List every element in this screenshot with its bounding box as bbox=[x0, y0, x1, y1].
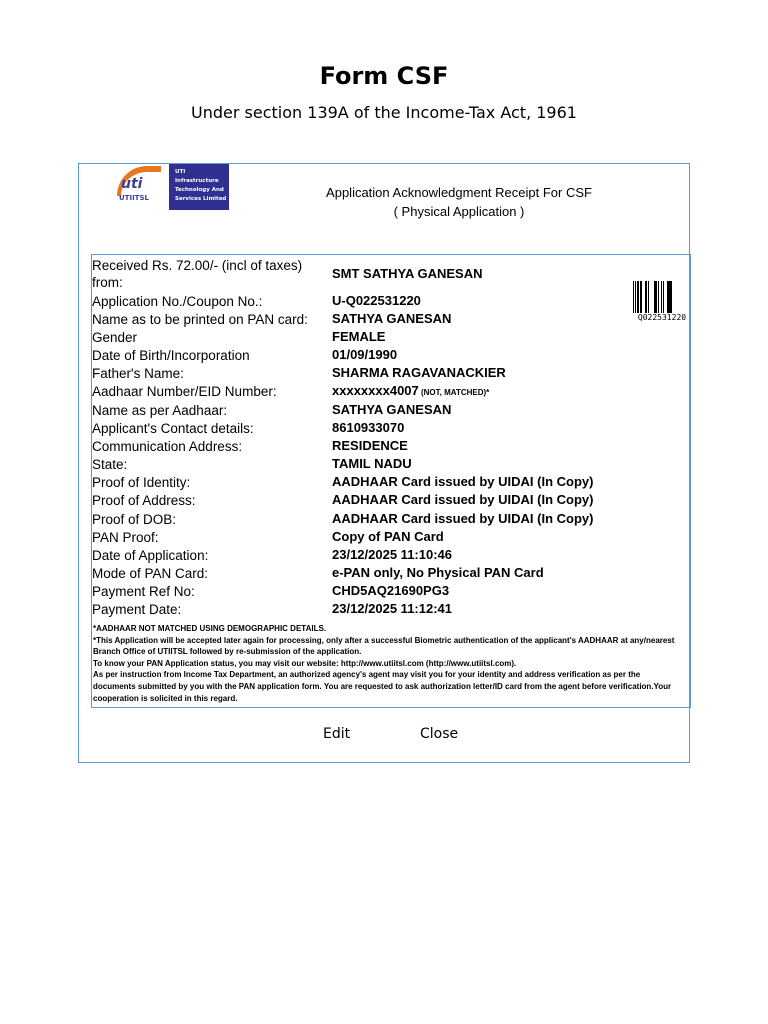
barcode bbox=[633, 281, 691, 322]
detail-label: Proof of Identity: bbox=[92, 475, 191, 490]
logo-line-2: Technology And bbox=[175, 187, 224, 193]
detail-value bbox=[332, 474, 593, 489]
detail-value bbox=[332, 347, 397, 362]
logo-line-3: Services Limited bbox=[175, 196, 227, 202]
detail-label: Date of Application: bbox=[92, 548, 209, 563]
receipt-title-line-1: Application Acknowledgment Receipt For CSF bbox=[326, 185, 592, 200]
logo-company-name bbox=[169, 164, 229, 210]
detail-label: Mode of PAN Card: bbox=[92, 566, 209, 581]
detail-value-text: AADHAAR Card issued by UIDAI (In Copy) bbox=[332, 474, 594, 489]
detail-value-text: 23/12/2025 11:10:46 bbox=[332, 547, 452, 562]
page-subtitle: Under section 139A of the Income-Tax Act, 1961 bbox=[191, 103, 577, 122]
detail-label: State: bbox=[92, 457, 128, 472]
detail-value-text: 8610933070 bbox=[332, 420, 405, 435]
detail-value-text: e-PAN only, No Physical PAN Card bbox=[332, 565, 544, 580]
detail-value bbox=[332, 565, 544, 580]
detail-value-text: CHD5AQ21690PG3 bbox=[332, 583, 450, 598]
detail-value bbox=[332, 293, 421, 308]
detail-value bbox=[332, 492, 593, 507]
detail-label: Proof of DOB: bbox=[92, 512, 177, 527]
detail-value bbox=[332, 511, 593, 526]
logo-name-text: UTIITSL bbox=[119, 194, 149, 202]
detail-label: Date of Birth/Incorporation bbox=[92, 348, 250, 363]
utiitsl-logo bbox=[115, 164, 229, 210]
logo-line-1: UTI Infrastructure bbox=[175, 169, 219, 184]
note-line: As per instruction from Income Tax Department, an authorized agency's agent may visit you for your identity and address verification as per the documents submitted by you with the PAN application form. You are requested to ask authorization letter/ID card from the agent before verification.Your cooperation is solicited in this regard. bbox=[93, 670, 672, 703]
detail-value-text: SMT SATHYA GANESAN bbox=[332, 266, 483, 281]
detail-label: Name as per Aadhaar: bbox=[92, 403, 228, 418]
detail-label: Application No./Coupon No.: bbox=[92, 294, 263, 309]
logo-short-text: uti bbox=[121, 176, 143, 192]
detail-value-text: RESIDENCE bbox=[332, 438, 408, 453]
detail-label: Received Rs. 72.00/- (incl of taxes) from: bbox=[92, 258, 303, 290]
detail-value bbox=[332, 329, 385, 344]
detail-value-text: U-Q022531220 bbox=[332, 293, 421, 308]
detail-value-text: AADHAAR Card issued by UIDAI (In Copy) bbox=[332, 492, 594, 507]
detail-label: PAN Proof: bbox=[92, 530, 159, 545]
detail-value-text: AADHAAR Card issued by UIDAI (In Copy) bbox=[332, 511, 594, 526]
detail-value-text: SHARMA RAGAVANACKIER bbox=[332, 365, 506, 380]
detail-value bbox=[332, 601, 452, 616]
detail-label: Gender bbox=[92, 330, 138, 345]
detail-value-text: SATHYA GANESAN bbox=[332, 402, 452, 417]
detail-label: Communication Address: bbox=[92, 439, 243, 454]
detail-value bbox=[332, 383, 489, 398]
page-title: Form CSF bbox=[319, 62, 449, 90]
detail-label: Father's Name: bbox=[92, 366, 184, 381]
detail-label: Aadhaar Number/EID Number: bbox=[92, 384, 277, 399]
note-line: *AADHAAR NOT MATCHED USING DEMOGRAPHIC DETAILS. bbox=[93, 624, 327, 633]
detail-value-text: TAMIL NADU bbox=[332, 456, 412, 471]
detail-value-text: 23/12/2025 11:12:41 bbox=[332, 601, 452, 616]
detail-value-text: Copy of PAN Card bbox=[332, 529, 444, 544]
detail-label: Payment Date: bbox=[92, 602, 182, 617]
detail-value bbox=[332, 266, 482, 281]
detail-value-text: FEMALE bbox=[332, 329, 386, 344]
barcode-text: Q022531220 bbox=[637, 313, 687, 322]
detail-value bbox=[332, 365, 506, 380]
note-line: To know your PAN Application status, you may visit our website: http://www.utiitsl.com (http://www.utiitsl.com). bbox=[93, 658, 517, 668]
detail-value-text: SATHYA GANESAN bbox=[332, 311, 452, 326]
barcode-bars-icon bbox=[633, 281, 689, 313]
detail-value-text: xxxxxxxx4007 bbox=[332, 383, 419, 398]
edit-button[interactable]: Edit bbox=[323, 726, 351, 742]
note-line: *This Application will be accepted later again for processing, only after a successful Biometric authentication of the applicant's AADHAAR at any/nearest Branch Office of UTIITSL followed by re-submission of the application. bbox=[93, 635, 675, 657]
details-box bbox=[91, 254, 691, 708]
detail-label: Payment Ref No: bbox=[92, 584, 195, 599]
logo-emblem bbox=[115, 164, 169, 210]
receipt-frame bbox=[78, 163, 690, 763]
detail-value bbox=[332, 529, 444, 544]
detail-value bbox=[332, 402, 451, 417]
detail-value bbox=[332, 311, 451, 326]
detail-value-text: 01/09/1990 bbox=[332, 347, 398, 362]
detail-value bbox=[332, 456, 412, 471]
detail-value bbox=[332, 438, 408, 453]
detail-value-note: (NOT, MATCHED)* bbox=[418, 388, 490, 397]
close-button[interactable]: Close bbox=[420, 726, 459, 742]
detail-label: Applicant's Contact details: bbox=[92, 421, 254, 436]
notes-section bbox=[93, 623, 681, 704]
detail-value bbox=[332, 420, 404, 435]
detail-label: Name as to be printed on PAN card: bbox=[92, 312, 308, 327]
receipt-title bbox=[269, 183, 649, 221]
detail-value bbox=[332, 547, 452, 562]
detail-value bbox=[332, 583, 449, 598]
receipt-title-line-2: ( Physical Application ) bbox=[393, 204, 525, 219]
detail-label: Proof of Address: bbox=[92, 493, 196, 508]
